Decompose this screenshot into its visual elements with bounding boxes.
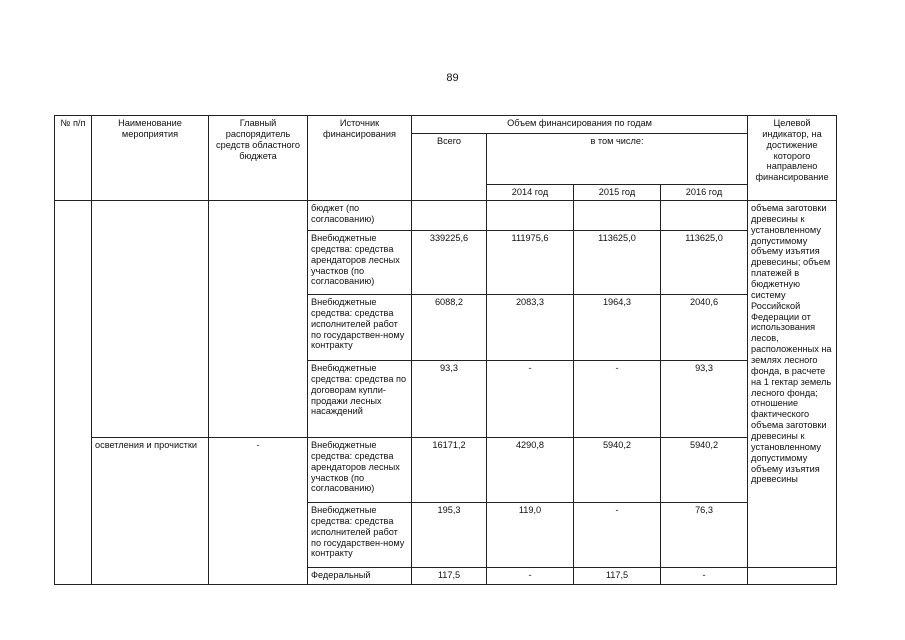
cell-2016: 113625,0 (661, 231, 748, 295)
cell-total: 16171,2 (412, 438, 487, 503)
cell-2016: - (661, 568, 748, 585)
cell-manager-continued (209, 201, 308, 438)
cell-2015: - (574, 503, 661, 568)
cell-source: Внебюджетные средства: средства исполнителей работ по государствен-ному контракту (308, 503, 412, 568)
cell-indicator: объема заготовки древесины к установленному допустимому объему изъятия древесины; объем платежей в бюджетную систему Российской Федерации от использования лесов, расположенных на землях лесного фонда, в расчете на 1 гектар земель лесного фонда; отношение фактического объема заготовки древесины к установленному допустимому объему изъятия древесины (748, 201, 837, 568)
cell-2016 (661, 201, 748, 231)
header-cell-indicator: Целевой индикатор, на достижение которого направлено финансирование (748, 116, 837, 201)
cell-2015 (574, 201, 661, 231)
cell-source: Внебюджетные средства: средства арендаторов лесных участков (по согласованию) (308, 231, 412, 295)
cell-source: Внебюджетные средства: средства арендаторов лесных участков (по согласованию) (308, 438, 412, 503)
cell-indicator-tail (748, 568, 837, 585)
cell-2014: - (487, 568, 574, 585)
header-cell-name: Наименование мероприятия (92, 116, 209, 201)
header-cell-2016: 2016 год (661, 185, 748, 201)
cell-total: 93,3 (412, 361, 487, 438)
cell-2014: 2083,3 (487, 295, 574, 361)
header-cell-num: № п/п (55, 116, 92, 201)
header-cell-including: в том числе: (487, 134, 748, 185)
header-cell-2015: 2015 год (574, 185, 661, 201)
cell-activity-name: осветления и прочистки (92, 438, 209, 585)
cell-activity-manager: - (209, 438, 308, 585)
cell-total: 339225,6 (412, 231, 487, 295)
cell-source: Внебюджетные средства: средства исполнителей работ по государствен-ному контракту (308, 295, 412, 361)
cell-num (55, 201, 92, 585)
cell-source: Федеральный (308, 568, 412, 585)
cell-2015: 117,5 (574, 568, 661, 585)
table-row (55, 438, 837, 503)
header-cell-funding: Объем финансирования по годам (412, 116, 748, 134)
cell-2015: - (574, 361, 661, 438)
header-cell-total: Всего (412, 134, 487, 201)
header-cell-source: Источник финансирования (308, 116, 412, 201)
page-number: 89 (446, 72, 459, 84)
cell-total (412, 201, 487, 231)
cell-2016: 2040,6 (661, 295, 748, 361)
funding-table (54, 115, 837, 585)
table-header-row-1 (55, 116, 837, 134)
cell-total: 117,5 (412, 568, 487, 585)
cell-2016: 93,3 (661, 361, 748, 438)
cell-source: Внебюджетные средства: средства по договорам купли-продажи лесных насаждений (308, 361, 412, 438)
cell-2016: 76,3 (661, 503, 748, 568)
cell-2015: 5940,2 (574, 438, 661, 503)
header-cell-manager: Главный распорядитель средств областного бюджета (209, 116, 308, 201)
cell-name-continued (92, 201, 209, 438)
header-cell-2014: 2014 год (487, 185, 574, 201)
cell-2014 (487, 201, 574, 231)
cell-2015: 113625,0 (574, 231, 661, 295)
cell-2014: 119,0 (487, 503, 574, 568)
table-row (55, 201, 837, 231)
cell-source: бюджет (по согласованию) (308, 201, 412, 231)
cell-2014: 4290,8 (487, 438, 574, 503)
cell-total: 6088,2 (412, 295, 487, 361)
cell-2014: - (487, 361, 574, 438)
cell-2015: 1964,3 (574, 295, 661, 361)
cell-2016: 5940,2 (661, 438, 748, 503)
cell-2014: 111975,6 (487, 231, 574, 295)
cell-total: 195,3 (412, 503, 487, 568)
